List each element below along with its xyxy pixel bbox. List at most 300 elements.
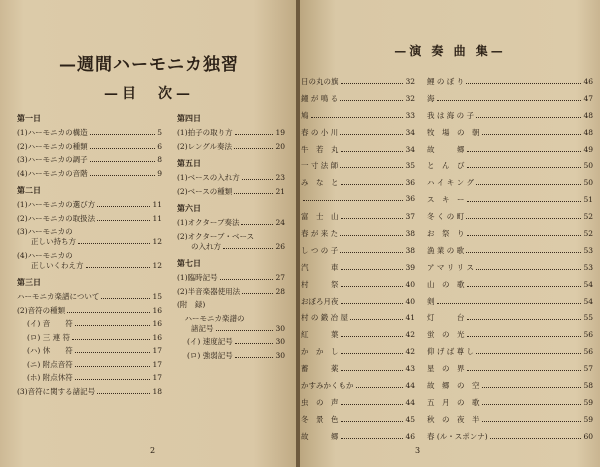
song-entry [427, 110, 593, 127]
song-list-column-2 [427, 76, 593, 448]
song-title: 我 は 海 の 子 [427, 110, 475, 120]
toc-entry-title: (2)ハーモニカの取扱法 [17, 213, 96, 223]
song-entry [427, 76, 593, 93]
song-page: 54 [583, 296, 593, 306]
leader-dots [467, 336, 582, 337]
toc-entry-page: 8 [157, 155, 162, 164]
leader-dots [340, 235, 403, 236]
leader-dots [466, 252, 581, 253]
song-page: 47 [583, 93, 593, 103]
song-title: 仰 げ ば 尊 し [427, 347, 475, 357]
toc-entry-title: (3)ハーモニカの [17, 227, 73, 236]
song-page: 46 [405, 431, 415, 441]
song-title: 海 [427, 93, 435, 103]
leader-dots [216, 330, 274, 331]
song-title: 故 郷 [427, 144, 465, 154]
leader-dots [242, 293, 273, 294]
song-page: 36 [405, 178, 415, 188]
leader-dots [482, 134, 582, 135]
leader-dots [311, 117, 404, 118]
song-page: 33 [405, 110, 415, 120]
toc-entry [17, 214, 162, 228]
song-title: 村 祭 [301, 279, 339, 289]
leader-dots [467, 319, 582, 320]
leader-dots [341, 218, 404, 219]
toc-column-2 [177, 110, 285, 364]
toc-entry [177, 173, 285, 187]
leader-dots [235, 343, 274, 344]
song-page: 53 [583, 245, 593, 255]
song-page: 50 [583, 178, 593, 188]
song-page: 53 [583, 262, 593, 272]
toc-entry-title: (1)ハーモニカの構造 [17, 128, 88, 137]
song-title: ス キ ー [427, 195, 465, 205]
toc-entry-continuation [17, 261, 162, 275]
leader-dots [341, 184, 404, 185]
song-page: 50 [583, 161, 593, 171]
toc-entry-page: 30 [275, 350, 285, 360]
leader-dots [75, 366, 151, 367]
song-page: 44 [405, 397, 415, 407]
leader-dots [340, 100, 403, 101]
song-entry [301, 414, 415, 431]
leader-dots [341, 421, 404, 422]
toc-entry-title: (4)ハーモニカの [17, 250, 73, 260]
toc-entry-title: (イ) 速度記号 [187, 337, 233, 346]
song-page: 46 [583, 77, 593, 86]
leader-dots [97, 206, 150, 207]
song-title: 冬 く の 町 [427, 212, 465, 222]
toc-entry-page: 12 [152, 260, 162, 270]
leader-dots [303, 200, 403, 201]
leader-dots [467, 235, 582, 236]
song-page: 40 [405, 296, 415, 306]
song-title: 春 が 来 た [301, 229, 339, 239]
song-entry [301, 245, 415, 262]
leader-dots [341, 83, 404, 84]
song-page: 44 [405, 381, 415, 391]
leader-dots [467, 151, 582, 152]
song-title: 冬 景 色 [301, 414, 339, 424]
song-entry [301, 228, 415, 245]
song-page: 49 [583, 144, 593, 154]
leader-dots [235, 357, 274, 358]
song-page: 52 [583, 212, 593, 222]
toc-entry [177, 273, 285, 287]
leader-dots [234, 148, 273, 149]
toc-entry [177, 187, 285, 201]
song-entry [427, 262, 593, 279]
song-list-column-1 [301, 76, 415, 448]
song-page: 40 [405, 279, 415, 289]
leader-dots [340, 252, 403, 253]
song-collection-title: —演 奏 曲 集— [394, 44, 506, 58]
toc-entry [177, 314, 285, 338]
song-entry [427, 397, 593, 414]
toc-entry-continuation [17, 237, 162, 251]
song-title: 村 の 鍛 冶 屋 [301, 313, 349, 323]
song-title: 虫 の 声 [301, 397, 339, 407]
song-title: お 祭 り [427, 229, 465, 239]
song-title: 富 士 山 [301, 212, 339, 222]
toc-entry-page: 16 [152, 332, 162, 342]
toc-entry-title: (4)ハーモニカの音階 [17, 168, 88, 178]
song-entry [301, 127, 415, 144]
toc-entry-continuation [177, 242, 285, 256]
toc-entry-title: (3)ハーモニカの調子 [17, 155, 88, 164]
song-title: 剣 [427, 296, 435, 306]
toc-entry-title: (3)音符に関する諸記号 [17, 386, 96, 396]
song-page: 56 [583, 347, 593, 357]
toc-entry-page: 28 [275, 286, 285, 296]
toc-entry-title: (2)半音楽器使用法 [177, 286, 241, 296]
leader-dots [476, 117, 581, 118]
leader-dots [86, 267, 151, 268]
leader-dots [466, 218, 581, 219]
song-entry [427, 194, 593, 211]
toc-entry-page: 11 [152, 200, 162, 209]
page-number-left: 2 [150, 446, 156, 455]
toc-entry-title: (2)オクターブ・ベース [177, 231, 255, 241]
song-entry [301, 76, 415, 93]
toc-entry-page: 19 [275, 128, 285, 137]
leader-dots [482, 387, 582, 388]
toc-entry-title-cont: 正しい持ち方 [31, 237, 76, 246]
toc-entry-title: (ロ) 強弱記号 [187, 350, 233, 360]
leader-dots [466, 83, 581, 84]
song-title: 蛍 の 光 [427, 330, 465, 340]
leader-dots [341, 336, 404, 337]
toc-entry-page: 30 [275, 323, 285, 333]
song-page: 59 [583, 397, 593, 407]
toc-entry-page: 12 [152, 237, 162, 246]
song-page: 37 [405, 212, 415, 222]
song-title: 春 の 小 川 [301, 127, 339, 137]
song-title: 鳩 [301, 110, 309, 120]
song-title: 蓄 薬 [301, 364, 339, 374]
song-title: 灯 台 [427, 313, 465, 323]
toc-entry [17, 292, 162, 306]
leader-dots [90, 148, 156, 149]
toc-entry [17, 128, 162, 142]
leader-dots [75, 325, 151, 326]
toc-entry-title: (1)ハーモニカの選び方 [17, 200, 96, 209]
song-page: 38 [405, 245, 415, 255]
leader-dots [97, 220, 150, 221]
toc-entry-page: 11 [152, 213, 162, 223]
toc-entry-title: (2)ハーモニカの種類 [17, 141, 88, 151]
song-entry [427, 211, 593, 228]
song-page: 54 [583, 279, 593, 289]
leader-dots [235, 134, 274, 135]
leader-dots [78, 243, 150, 244]
song-entry [301, 279, 415, 296]
toc-entry-title-cont: の入れ方 [191, 241, 221, 251]
leader-dots [482, 421, 582, 422]
toc-section-heading: 第二日 [17, 185, 41, 195]
leader-dots [467, 201, 582, 202]
song-page: 52 [583, 229, 593, 239]
leader-dots [467, 370, 582, 371]
song-page: 57 [583, 364, 593, 374]
toc-entry-title: (2)ベースの種類 [177, 186, 233, 196]
toc-entry-page: 16 [152, 305, 162, 315]
toc-entry [17, 306, 162, 320]
song-entry [427, 431, 593, 448]
song-title: み な と [301, 178, 339, 188]
toc-entry-page: 18 [152, 386, 162, 396]
toc-entry-page: 5 [157, 128, 162, 137]
leader-dots [341, 269, 404, 270]
song-entry [427, 127, 593, 144]
song-entry [427, 279, 593, 296]
toc-entry-title: (ホ) 附点休符 [27, 373, 73, 382]
toc-entry [17, 360, 162, 374]
toc-entry-page: 17 [152, 359, 162, 369]
song-title: ア マ リ リ ス [427, 262, 475, 272]
leader-dots [72, 339, 150, 340]
leader-dots [242, 179, 274, 180]
song-entry [301, 346, 415, 363]
leader-dots [437, 100, 582, 101]
song-title: 汽 車 [301, 262, 339, 272]
leader-dots [97, 393, 150, 394]
leader-dots [341, 438, 404, 439]
song-entry [301, 211, 415, 228]
song-title: ハ イ キ ン グ [427, 178, 475, 188]
song-page: 42 [405, 347, 415, 357]
toc-entry-title: ハーモニカ楽譜について [17, 292, 100, 301]
song-entry [301, 329, 415, 346]
leader-dots [482, 404, 582, 405]
leader-dots [467, 167, 582, 168]
leader-dots [437, 303, 582, 304]
toc-entry [177, 232, 285, 256]
toc-entry [177, 351, 285, 365]
toc-entry-title: (1)オクターブ奏法 [177, 218, 240, 227]
leader-dots [234, 193, 273, 194]
leader-dots [476, 269, 581, 270]
toc-entry-page: 6 [157, 141, 162, 151]
toc-entry-title: (2)音符の種類 [17, 305, 66, 315]
song-entry [427, 177, 593, 194]
song-entry [427, 144, 593, 161]
song-page: 51 [583, 195, 593, 205]
song-title: 星 の 界 [427, 364, 465, 374]
leader-dots [341, 151, 404, 152]
toc-heading: —目 次— [104, 86, 194, 102]
left-page [0, 0, 298, 467]
toc-entry-title: (ハ) 休 符 [27, 346, 73, 355]
song-page: 38 [405, 229, 415, 239]
song-title: 日の丸の旗 [301, 77, 339, 86]
toc-entry-title: (1)ベースの入れ方 [177, 173, 240, 182]
toc-entry [17, 387, 162, 401]
song-entry [301, 312, 415, 329]
song-page: 32 [405, 93, 415, 103]
toc-entry [177, 142, 285, 156]
toc-column-1 [17, 110, 162, 400]
song-entry [301, 110, 415, 127]
song-page: 42 [405, 330, 415, 340]
toc-entry [17, 155, 162, 169]
toc-section-heading: 第七日 [177, 258, 201, 268]
page-number-right: 3 [415, 446, 421, 455]
leader-dots [341, 286, 404, 287]
song-entry [301, 93, 415, 110]
song-title: 牛 若 丸 [301, 144, 339, 154]
song-title: 故 郷 [301, 431, 339, 441]
toc-entry [17, 319, 162, 333]
toc-entry-title: (ロ) 三 連 符 [27, 332, 71, 342]
leader-dots [101, 298, 150, 299]
toc-entry-page: 9 [157, 168, 162, 178]
toc-entry-page: 20 [275, 141, 285, 151]
song-entry [427, 160, 593, 177]
toc-entry-page: 15 [152, 292, 162, 301]
toc-entry [17, 346, 162, 360]
toc-entry [17, 373, 162, 387]
toc-section-heading: 第三日 [17, 277, 41, 287]
toc-appendix-label: (附 録) [177, 300, 206, 309]
toc-entry-page: 23 [275, 173, 285, 182]
leader-dots [220, 279, 274, 280]
song-page: 48 [583, 110, 593, 120]
toc-entry [17, 227, 162, 251]
toc-entry-page: 21 [275, 186, 285, 196]
toc-section-heading: 第五日 [177, 158, 201, 168]
song-page: 56 [583, 330, 593, 340]
song-page: 34 [405, 127, 415, 137]
leader-dots [223, 248, 273, 249]
song-entry [427, 414, 593, 431]
song-entry [427, 329, 593, 346]
toc-entry-page: 27 [275, 273, 285, 282]
song-title: 漁 業 の 歌 [427, 245, 465, 255]
leader-dots [341, 404, 404, 405]
song-entry [427, 363, 593, 380]
toc-entry [17, 200, 162, 214]
toc-entry-title-cont: 正しいくわえ方 [31, 260, 84, 270]
leader-dots [241, 224, 273, 225]
toc-entry [17, 169, 162, 183]
leader-dots [476, 184, 581, 185]
song-title: 山 の 歌 [427, 279, 465, 289]
song-title: 紅 葉 [301, 330, 339, 340]
toc-entry-page: 17 [152, 346, 162, 355]
song-title: 一 寸 法 師 [301, 161, 339, 171]
song-title: 秋 の 夜 半 [427, 414, 480, 424]
song-page: 36 [405, 194, 415, 204]
song-entry [301, 194, 415, 211]
song-entry [301, 397, 415, 414]
song-title: 五 月 の 歌 [427, 397, 480, 407]
song-entry [427, 296, 593, 313]
leader-dots [90, 134, 156, 135]
song-title: 春 (ル・スポンナ) [427, 431, 488, 441]
leader-dots [476, 353, 581, 354]
song-page: 39 [405, 262, 415, 272]
leader-dots [90, 175, 156, 176]
leader-dots [467, 286, 582, 287]
song-title: 鯉 の ぼ り [427, 77, 465, 86]
song-page: 45 [405, 414, 415, 424]
song-entry [301, 262, 415, 279]
song-entry [301, 363, 415, 380]
song-entry [301, 380, 415, 397]
toc-entry-page: 17 [152, 373, 162, 382]
toc-entry-title-cont: 諸記号 [191, 323, 214, 333]
toc-section-heading: 第六日 [177, 203, 201, 213]
leader-dots [340, 167, 403, 168]
song-title: し つ の 子 [301, 245, 339, 255]
leader-dots [75, 352, 151, 353]
leader-dots [350, 319, 403, 320]
song-page: 41 [405, 313, 415, 323]
song-title: か か し [301, 347, 339, 357]
song-entry [301, 177, 415, 194]
song-title: 牧 場 の 朝 [427, 127, 480, 137]
leader-dots [75, 379, 151, 380]
toc-entry [17, 333, 162, 347]
song-page: 59 [583, 414, 593, 424]
song-title: おぼろ月夜 [301, 296, 339, 306]
toc-entry [17, 142, 162, 156]
toc-section-heading: 第一日 [17, 113, 41, 123]
song-title: 鐘 が 鳴 る [301, 93, 339, 103]
toc-entry-page: 24 [275, 218, 285, 227]
song-entry [427, 245, 593, 262]
song-page: 58 [583, 381, 593, 391]
leader-dots [90, 161, 156, 162]
leader-dots [490, 438, 582, 439]
toc-entry-title: (1)拍子の取り方 [177, 128, 233, 137]
song-entry [427, 380, 593, 397]
toc-entry-continuation [177, 324, 285, 338]
book-title: —週間ハーモニカ独習 [59, 55, 239, 75]
leader-dots [356, 387, 404, 388]
toc-entry [177, 287, 285, 301]
song-page: 48 [583, 127, 593, 137]
song-entry [427, 228, 593, 245]
leader-dots [67, 312, 150, 313]
song-title: 故 郷 の 空 [427, 381, 480, 391]
leader-dots [341, 303, 404, 304]
toc-entry-title: (2)レングル奏法 [177, 141, 233, 151]
song-title: と ん び [427, 161, 465, 171]
toc-entry [177, 337, 285, 351]
song-page: 34 [405, 144, 415, 154]
toc-section-heading: 第四日 [177, 113, 201, 123]
leader-dots [341, 370, 404, 371]
song-entry [301, 431, 415, 448]
leader-dots [340, 134, 403, 135]
song-entry [427, 346, 593, 363]
toc-entry [17, 251, 162, 275]
toc-entry-page: 30 [275, 337, 285, 346]
song-page: 55 [583, 313, 593, 323]
song-entry [427, 312, 593, 329]
toc-entry-page: 16 [152, 319, 162, 328]
song-page: 32 [405, 77, 415, 86]
song-page: 60 [583, 431, 593, 441]
toc-entry-title: (1)臨時記号 [177, 273, 218, 282]
leader-dots [341, 353, 404, 354]
song-entry [301, 144, 415, 161]
toc-entry-page: 26 [275, 241, 285, 251]
song-entry [427, 93, 593, 110]
toc-entry-title: ハーモニカ楽譜の [177, 313, 245, 323]
